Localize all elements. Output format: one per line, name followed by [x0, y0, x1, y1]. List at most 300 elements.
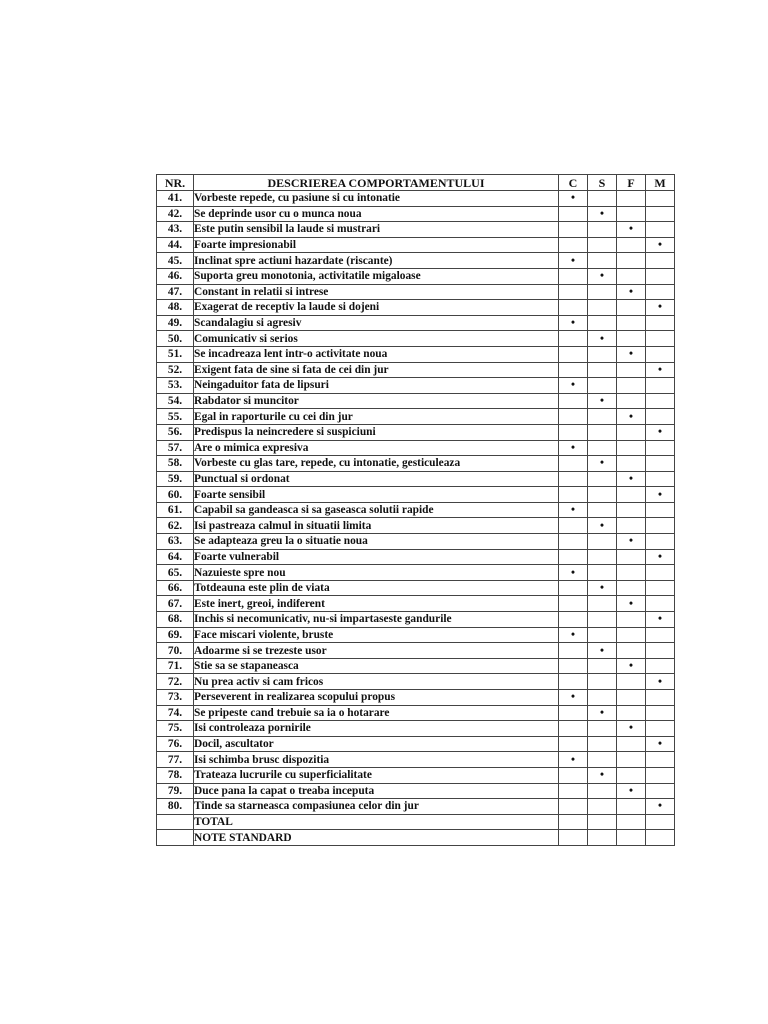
row-description: Comunicativ si serios	[194, 331, 559, 347]
row-description: Totdeauna este plin de viata	[194, 580, 559, 596]
mark-cell-m	[646, 362, 675, 378]
row-number: 67.	[157, 596, 194, 612]
row-number: 76.	[157, 736, 194, 752]
table-row	[157, 331, 675, 347]
bullet-mark-icon: •	[658, 738, 662, 751]
table-row	[157, 471, 675, 487]
mark-cell-s	[588, 331, 617, 347]
row-description: Face miscari violente, bruste	[194, 627, 559, 643]
mark-cell-c	[559, 237, 588, 253]
bullet-mark-icon: •	[571, 753, 575, 766]
mark-cell-m	[646, 549, 675, 565]
table-row	[157, 752, 675, 768]
mark-cell-f	[617, 471, 646, 487]
mark-cell-s	[588, 518, 617, 534]
row-description: Vorbeste repede, cu pasiune si cu intonatie	[194, 191, 559, 207]
bullet-mark-icon: •	[629, 597, 633, 610]
row-description: Predispus la neincredere si suspiciuni	[194, 424, 559, 440]
mark-cell-f	[617, 237, 646, 253]
footer-total-cell	[617, 830, 646, 846]
mark-cell-s	[588, 237, 617, 253]
mark-cell-f	[617, 253, 646, 269]
mark-cell-m	[646, 690, 675, 706]
row-description: Exigent fata de sine si fata de cei din jur	[194, 362, 559, 378]
bullet-mark-icon: •	[600, 270, 604, 283]
mark-cell-f	[617, 674, 646, 690]
mark-cell-c	[559, 300, 588, 316]
bullet-mark-icon: •	[658, 301, 662, 314]
mark-cell-m	[646, 518, 675, 534]
bullet-mark-icon: •	[600, 395, 604, 408]
row-description: Exagerat de receptiv la laude si dojeni	[194, 300, 559, 316]
table-row	[157, 549, 675, 565]
mark-cell-c	[559, 331, 588, 347]
row-number: 41.	[157, 191, 194, 207]
row-number: 62.	[157, 518, 194, 534]
table-row	[157, 237, 675, 253]
mark-cell-s	[588, 627, 617, 643]
mark-cell-c	[559, 721, 588, 737]
row-description: Foarte vulnerabil	[194, 549, 559, 565]
row-number: 45.	[157, 253, 194, 269]
header-description: DESCRIEREA COMPORTAMENTULUI	[194, 175, 559, 191]
row-number: 52.	[157, 362, 194, 378]
bullet-mark-icon: •	[571, 441, 575, 454]
mark-cell-m	[646, 721, 675, 737]
bullet-mark-icon: •	[629, 410, 633, 423]
mark-cell-s	[588, 487, 617, 503]
mark-cell-s	[588, 206, 617, 222]
row-description: Scandalagiu si agresiv	[194, 315, 559, 331]
mark-cell-c	[559, 284, 588, 300]
mark-cell-f	[617, 736, 646, 752]
mark-cell-m	[646, 456, 675, 472]
row-number: 48.	[157, 300, 194, 316]
table-row	[157, 518, 675, 534]
table-row	[157, 268, 675, 284]
mark-cell-c	[559, 346, 588, 362]
row-number: 65.	[157, 565, 194, 581]
bullet-mark-icon: •	[571, 628, 575, 641]
bullet-mark-icon: •	[658, 800, 662, 813]
mark-cell-m	[646, 471, 675, 487]
footer-total-cell	[646, 830, 675, 846]
mark-cell-c	[559, 612, 588, 628]
mark-cell-s	[588, 471, 617, 487]
mark-cell-m	[646, 580, 675, 596]
row-number: 54.	[157, 393, 194, 409]
mark-cell-f	[617, 440, 646, 456]
mark-cell-f	[617, 783, 646, 799]
mark-cell-c	[559, 674, 588, 690]
mark-cell-c	[559, 362, 588, 378]
header-nr: NR.	[157, 175, 194, 191]
bullet-mark-icon: •	[600, 457, 604, 470]
mark-cell-m	[646, 534, 675, 550]
mark-cell-s	[588, 502, 617, 518]
mark-cell-s	[588, 658, 617, 674]
mark-cell-m	[646, 409, 675, 425]
row-number: 58.	[157, 456, 194, 472]
row-description: Are o mimica expresiva	[194, 440, 559, 456]
row-description: Perseverent in realizarea scopului propus	[194, 690, 559, 706]
table-row	[157, 736, 675, 752]
row-number: 55.	[157, 409, 194, 425]
header-c: C	[559, 175, 588, 191]
mark-cell-m	[646, 612, 675, 628]
mark-cell-s	[588, 284, 617, 300]
mark-cell-s	[588, 549, 617, 565]
row-number: 71.	[157, 658, 194, 674]
mark-cell-m	[646, 315, 675, 331]
table-row	[157, 393, 675, 409]
header-f: F	[617, 175, 646, 191]
row-description: Adoarme si se trezeste usor	[194, 643, 559, 659]
row-description: Trateaza lucrurile cu superficialitate	[194, 767, 559, 783]
mark-cell-s	[588, 783, 617, 799]
mark-cell-f	[617, 767, 646, 783]
table-row	[157, 191, 675, 207]
row-description: Stie sa se stapaneasca	[194, 658, 559, 674]
mark-cell-f	[617, 596, 646, 612]
bullet-mark-icon: •	[629, 784, 633, 797]
row-description: Se adapteaza greu la o situatie noua	[194, 534, 559, 550]
mark-cell-f	[617, 534, 646, 550]
table-row	[157, 534, 675, 550]
table-row	[157, 409, 675, 425]
mark-cell-f	[617, 565, 646, 581]
row-number: 73.	[157, 690, 194, 706]
table-row	[157, 502, 675, 518]
row-description: Inchis si necomunicativ, nu-si impartaseste gandurile	[194, 612, 559, 628]
mark-cell-s	[588, 393, 617, 409]
row-number: 74.	[157, 705, 194, 721]
mark-cell-m	[646, 346, 675, 362]
table-row	[157, 284, 675, 300]
bullet-mark-icon: •	[571, 192, 575, 205]
bullet-mark-icon: •	[658, 675, 662, 688]
row-number: 78.	[157, 767, 194, 783]
footer-total-cell	[559, 814, 588, 830]
footer-total-cell	[588, 830, 617, 846]
mark-cell-c	[559, 705, 588, 721]
mark-cell-m	[646, 783, 675, 799]
mark-cell-m	[646, 627, 675, 643]
bullet-mark-icon: •	[600, 706, 604, 719]
header-m: M	[646, 175, 675, 191]
mark-cell-s	[588, 690, 617, 706]
footer-total-cell	[646, 814, 675, 830]
mark-cell-m	[646, 424, 675, 440]
mark-cell-f	[617, 658, 646, 674]
mark-cell-c	[559, 268, 588, 284]
bullet-mark-icon: •	[571, 254, 575, 267]
mark-cell-f	[617, 331, 646, 347]
table-row	[157, 799, 675, 815]
mark-cell-m	[646, 752, 675, 768]
footer-row	[157, 830, 675, 846]
mark-cell-m	[646, 565, 675, 581]
mark-cell-f	[617, 378, 646, 394]
mark-cell-c	[559, 627, 588, 643]
mark-cell-m	[646, 393, 675, 409]
row-description: Isi pastreaza calmul in situatii limita	[194, 518, 559, 534]
table-row	[157, 346, 675, 362]
mark-cell-c	[559, 409, 588, 425]
mark-cell-f	[617, 393, 646, 409]
table-row	[157, 721, 675, 737]
row-number: 64.	[157, 549, 194, 565]
mark-cell-c	[559, 643, 588, 659]
mark-cell-f	[617, 222, 646, 238]
footer-total-cell	[617, 814, 646, 830]
bullet-mark-icon: •	[600, 207, 604, 220]
bullet-mark-icon: •	[600, 582, 604, 595]
mark-cell-m	[646, 268, 675, 284]
mark-cell-s	[588, 409, 617, 425]
mark-cell-s	[588, 424, 617, 440]
footer-row	[157, 814, 675, 830]
table-row	[157, 300, 675, 316]
row-number: 53.	[157, 378, 194, 394]
mark-cell-f	[617, 362, 646, 378]
row-description: Inclinat spre actiuni hazardate (riscante)	[194, 253, 559, 269]
mark-cell-m	[646, 206, 675, 222]
table-row	[157, 315, 675, 331]
mark-cell-c	[559, 378, 588, 394]
row-description: Vorbeste cu glas tare, repede, cu intonatie, gesticuleaza	[194, 456, 559, 472]
row-number: 47.	[157, 284, 194, 300]
mark-cell-c	[559, 596, 588, 612]
mark-cell-c	[559, 315, 588, 331]
mark-cell-s	[588, 799, 617, 815]
row-description: Isi schimba brusc dispozitia	[194, 752, 559, 768]
mark-cell-f	[617, 315, 646, 331]
row-number: 68.	[157, 612, 194, 628]
mark-cell-c	[559, 534, 588, 550]
row-number: 44.	[157, 237, 194, 253]
mark-cell-m	[646, 378, 675, 394]
row-number: 57.	[157, 440, 194, 456]
table-row	[157, 612, 675, 628]
mark-cell-c	[559, 487, 588, 503]
mark-cell-c	[559, 222, 588, 238]
row-number: 59.	[157, 471, 194, 487]
bullet-mark-icon: •	[629, 472, 633, 485]
mark-cell-f	[617, 300, 646, 316]
mark-cell-f	[617, 690, 646, 706]
bullet-mark-icon: •	[629, 535, 633, 548]
mark-cell-m	[646, 736, 675, 752]
mark-cell-c	[559, 393, 588, 409]
mark-cell-f	[617, 518, 646, 534]
table-row	[157, 456, 675, 472]
mark-cell-s	[588, 315, 617, 331]
table-body	[157, 191, 675, 815]
row-number: 70.	[157, 643, 194, 659]
bullet-mark-icon: •	[658, 613, 662, 626]
mark-cell-c	[559, 502, 588, 518]
mark-cell-c	[559, 206, 588, 222]
row-description: Nu prea activ si cam fricos	[194, 674, 559, 690]
row-number: 79.	[157, 783, 194, 799]
mark-cell-s	[588, 580, 617, 596]
row-description: Foarte sensibil	[194, 487, 559, 503]
mark-cell-s	[588, 612, 617, 628]
mark-cell-s	[588, 300, 617, 316]
behavior-table	[156, 174, 675, 846]
mark-cell-m	[646, 440, 675, 456]
row-description: Neingaduitor fata de lipsuri	[194, 378, 559, 394]
bullet-mark-icon: •	[571, 566, 575, 579]
row-number: 66.	[157, 580, 194, 596]
row-number: 63.	[157, 534, 194, 550]
mark-cell-f	[617, 705, 646, 721]
mark-cell-c	[559, 518, 588, 534]
mark-cell-m	[646, 487, 675, 503]
row-description: Isi controleaza pornirile	[194, 721, 559, 737]
row-description: Tinde sa starneasca compasiunea celor din jur	[194, 799, 559, 815]
mark-cell-c	[559, 783, 588, 799]
table-footer	[157, 814, 675, 845]
mark-cell-s	[588, 268, 617, 284]
table-row	[157, 206, 675, 222]
bullet-mark-icon: •	[629, 285, 633, 298]
row-number: 51.	[157, 346, 194, 362]
row-description: Foarte impresionabil	[194, 237, 559, 253]
mark-cell-s	[588, 674, 617, 690]
mark-cell-m	[646, 502, 675, 518]
mark-cell-f	[617, 752, 646, 768]
bullet-mark-icon: •	[629, 722, 633, 735]
mark-cell-s	[588, 752, 617, 768]
bullet-mark-icon: •	[629, 348, 633, 361]
table-header-row	[157, 175, 675, 191]
mark-cell-c	[559, 565, 588, 581]
table-row	[157, 487, 675, 503]
mark-cell-s	[588, 736, 617, 752]
mark-cell-s	[588, 362, 617, 378]
row-number: 75.	[157, 721, 194, 737]
mark-cell-f	[617, 580, 646, 596]
bullet-mark-icon: •	[658, 239, 662, 252]
mark-cell-c	[559, 580, 588, 596]
mark-cell-s	[588, 596, 617, 612]
row-number: 46.	[157, 268, 194, 284]
mark-cell-f	[617, 191, 646, 207]
mark-cell-s	[588, 440, 617, 456]
table-row	[157, 658, 675, 674]
bullet-mark-icon: •	[658, 488, 662, 501]
mark-cell-m	[646, 191, 675, 207]
table-row	[157, 705, 675, 721]
mark-cell-c	[559, 253, 588, 269]
table-row	[157, 424, 675, 440]
mark-cell-c	[559, 191, 588, 207]
bullet-mark-icon: •	[629, 660, 633, 673]
mark-cell-f	[617, 799, 646, 815]
row-number: 49.	[157, 315, 194, 331]
footer-empty-cell	[157, 830, 194, 846]
bullet-mark-icon: •	[658, 426, 662, 439]
mark-cell-m	[646, 674, 675, 690]
mark-cell-m	[646, 705, 675, 721]
table-row	[157, 362, 675, 378]
row-number: 69.	[157, 627, 194, 643]
row-number: 43.	[157, 222, 194, 238]
bullet-mark-icon: •	[571, 317, 575, 330]
mark-cell-s	[588, 222, 617, 238]
row-description: Este putin sensibil la laude si mustrari	[194, 222, 559, 238]
mark-cell-m	[646, 331, 675, 347]
table-row	[157, 783, 675, 799]
mark-cell-f	[617, 284, 646, 300]
mark-cell-f	[617, 502, 646, 518]
mark-cell-f	[617, 549, 646, 565]
mark-cell-f	[617, 424, 646, 440]
mark-cell-c	[559, 690, 588, 706]
mark-cell-s	[588, 705, 617, 721]
footer-label: TOTAL	[194, 814, 559, 830]
table-row	[157, 627, 675, 643]
mark-cell-m	[646, 300, 675, 316]
footer-label: NOTE STANDARD	[194, 830, 559, 846]
mark-cell-c	[559, 424, 588, 440]
table-row	[157, 767, 675, 783]
mark-cell-c	[559, 456, 588, 472]
mark-cell-f	[617, 456, 646, 472]
bullet-mark-icon: •	[600, 644, 604, 657]
row-description: Punctual si ordonat	[194, 471, 559, 487]
mark-cell-m	[646, 643, 675, 659]
table-row	[157, 378, 675, 394]
row-description: Egal in raporturile cu cei din jur	[194, 409, 559, 425]
mark-cell-m	[646, 222, 675, 238]
row-description: Docil, ascultator	[194, 736, 559, 752]
row-number: 77.	[157, 752, 194, 768]
bullet-mark-icon: •	[658, 550, 662, 563]
mark-cell-s	[588, 565, 617, 581]
row-description: Suporta greu monotonia, activitatile migaloase	[194, 268, 559, 284]
row-number: 60.	[157, 487, 194, 503]
mark-cell-f	[617, 721, 646, 737]
row-description: Nazuieste spre nou	[194, 565, 559, 581]
mark-cell-s	[588, 253, 617, 269]
mark-cell-m	[646, 253, 675, 269]
mark-cell-f	[617, 487, 646, 503]
mark-cell-s	[588, 767, 617, 783]
bullet-mark-icon: •	[629, 223, 633, 236]
row-number: 72.	[157, 674, 194, 690]
bullet-mark-icon: •	[571, 379, 575, 392]
mark-cell-f	[617, 409, 646, 425]
mark-cell-f	[617, 612, 646, 628]
mark-cell-m	[646, 596, 675, 612]
table-row	[157, 440, 675, 456]
table-row	[157, 565, 675, 581]
row-number: 42.	[157, 206, 194, 222]
row-description: Rabdator si muncitor	[194, 393, 559, 409]
bullet-mark-icon: •	[600, 332, 604, 345]
mark-cell-m	[646, 284, 675, 300]
footer-total-cell	[588, 814, 617, 830]
table-row	[157, 690, 675, 706]
mark-cell-m	[646, 767, 675, 783]
bullet-mark-icon: •	[658, 363, 662, 376]
bullet-mark-icon: •	[600, 769, 604, 782]
mark-cell-s	[588, 534, 617, 550]
table-row	[157, 580, 675, 596]
